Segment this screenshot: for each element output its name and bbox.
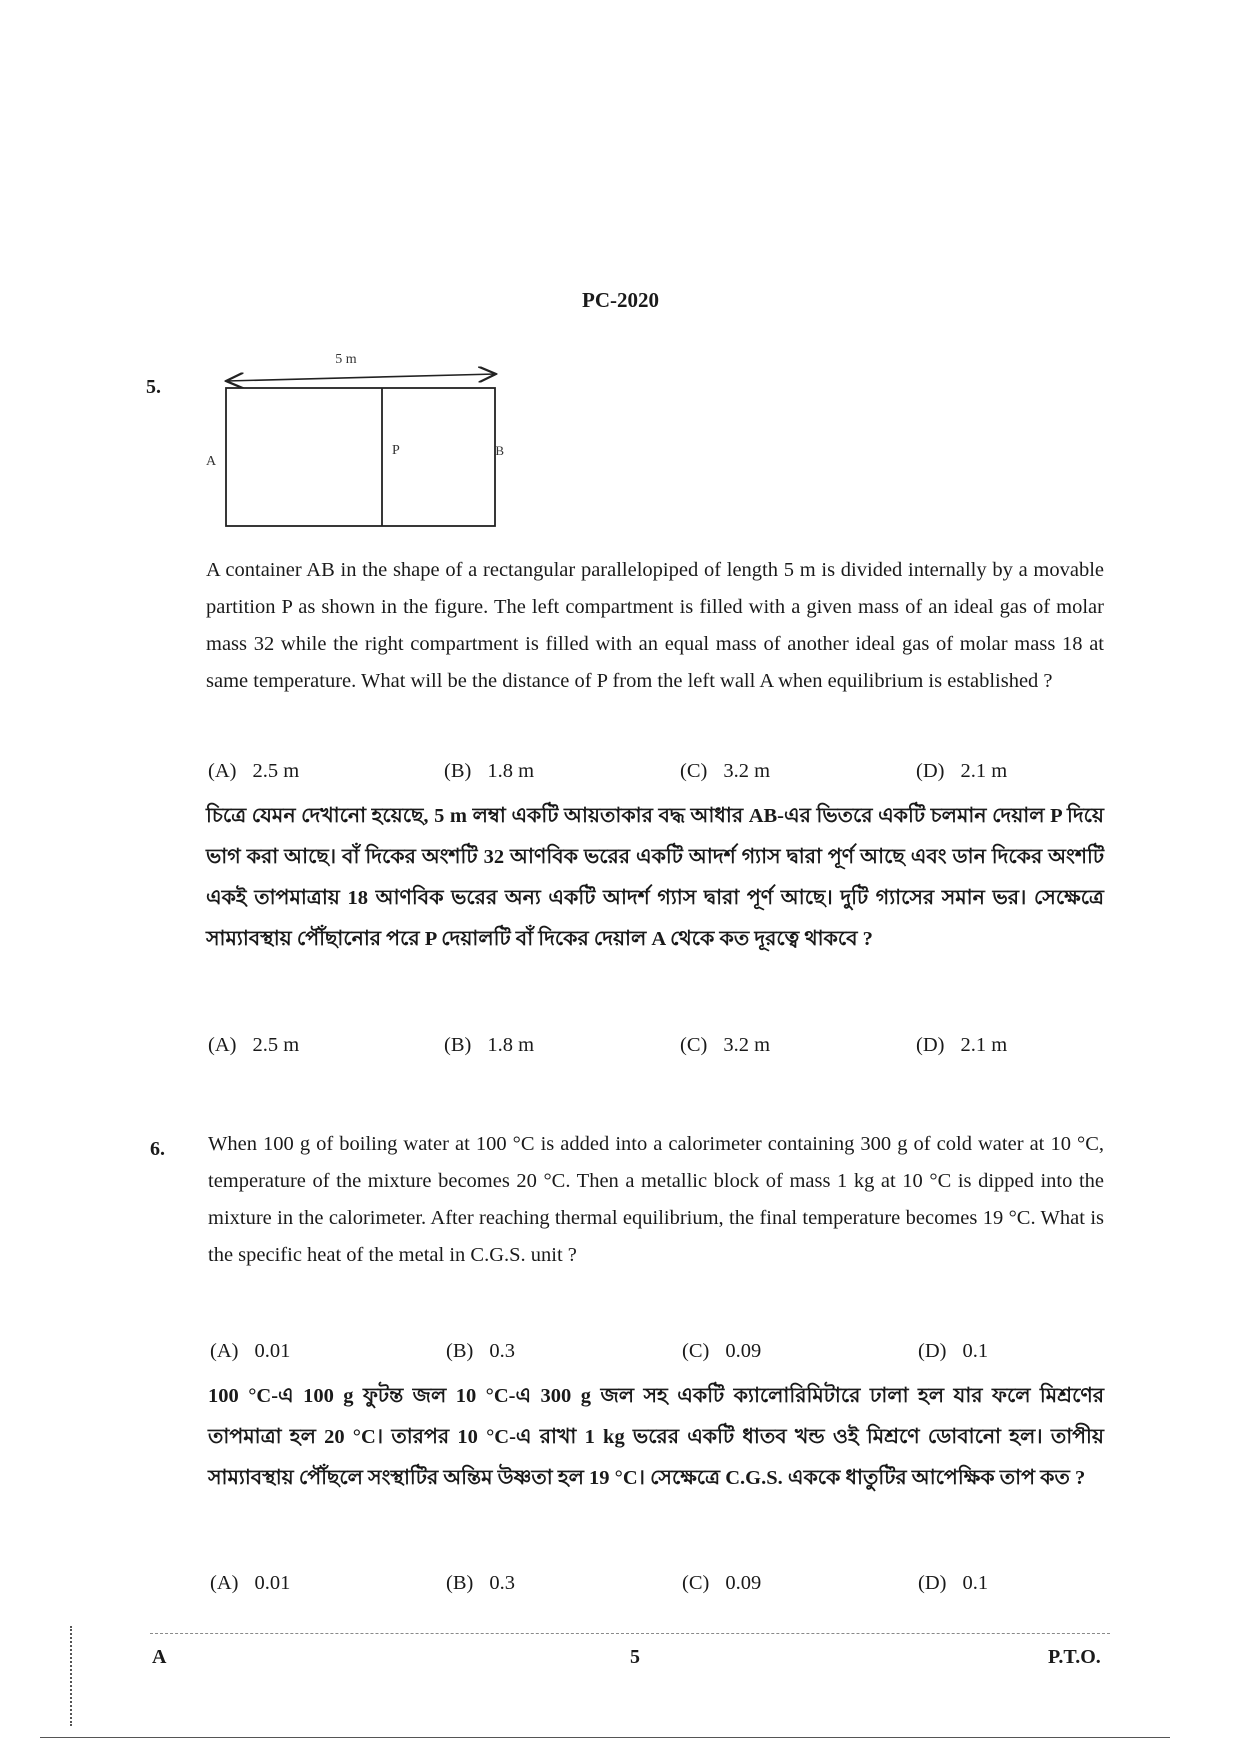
options-english [208,760,1152,783]
option-c: (C) 0.09 [682,1572,762,1594]
option-d: (D) 0.1 [918,1572,989,1594]
option-c: (C) 0.09 [682,1340,762,1362]
options-bengali [208,1034,1152,1057]
options-bengali [210,1572,1154,1595]
footer-divider [150,1633,1110,1634]
question-number: 6. [150,1138,165,1160]
option-c: (C) 3.2 m [680,760,771,782]
question-number: 5. [146,376,161,398]
bottom-border-line [40,1737,1170,1738]
length-label: 5 m [335,352,357,367]
footer-set-code: A [152,1646,167,1668]
option-a: (A) 2.5 m [208,1034,300,1056]
option-c: (C) 3.2 m [680,1034,771,1056]
option-b: (B) 0.3 [446,1572,515,1594]
question-text-bengali: 100 °C-এ 100 g ফুটন্ত জল 10 °C-এ 300 g জল সহ একটি ক্যালোরিমিটারে ঢালা হল যার ফলে মিশ্রণের তাপমাত্রা হল 20 °C। তারপর 10 °C-এ রাখা 1 kg ভরের একটি ধাতব খন্ড ওই মিশ্রণে ডোবানো হল। তাপীয় সাম্যাবস্থায় পৌঁছলে সংস্থাটির অন্তিম উষ্ণতা হল 19 °C। সেক্ষেত্রে C.G.S. এককে ধাতুটির আপেক্ষিক তাপ কত ? [208,1385,1104,1489]
container-figure [196,345,506,535]
wall-label-a: A [206,454,217,469]
question-text-bengali: চিত্রে যেমন দেখানো হয়েছে, 5 m লম্বা একটি আয়তাকার বদ্ধ আধার AB-এর ভিতরে একটি চলমান দেয়াল P দিয়ে ভাগ করা আছে। বাঁ দিকের অংশটি 32 আণবিক ভরের একটি আদর্শ গ্যাস দ্বারা পূর্ণ আছে এবং ডান দিকের অংশটি একই তাপমাত্রায় 18 আণবিক ভরের অন্য একটি আদর্শ গ্যাস দ্বারা পূর্ণ আছে। দুটি গ্যাসের সমান ভর। সেক্ষেত্রে সাম্যাবস্থায় পৌঁছানোর পরে P দেয়ালটি বাঁ দিকের দেয়াল A থেকে কত দূরত্বে থাকবে ? [206,805,1104,950]
container-rect [226,388,495,526]
question-text-english: When 100 g of boiling water at 100 °C is added into a calorimeter containing 300 g of cold water at 10 °C, temperature of the mixture becomes 20 °C. Then a metallic block of mass 1 kg at 10 °C is dipped into the mixture in the calorimeter. After reaching thermal equilibrium, the final temperature becomes 19 °C. What is the specific heat of the metal in C.G.S. unit ? [208,1133,1104,1266]
option-b: (B) 0.3 [446,1340,515,1362]
option-b: (B) 1.8 m [444,1034,535,1056]
page-number: 5 [630,1646,640,1668]
wall-label-b: B [495,443,504,458]
page-header-title: PC-2020 [582,288,659,312]
option-d: (D) 2.1 m [916,760,1008,782]
length-arrow [226,374,496,381]
option-d: (D) 0.1 [918,1340,989,1362]
partition-label-p: P [392,443,400,458]
option-a: (A) 2.5 m [208,760,300,782]
question-text-english: A container AB in the shape of a rectangular parallelopiped of length 5 m is divided internally by a movable partition P as shown in the figure. The left compartment is filled with a given mass of an ideal gas of molar mass 32 while the right compartment is filled with an equal mass of another ideal gas of molar mass 18 at same temperature. What will be the distance of P from the left wall A when equilibrium is established ? [206,559,1104,692]
footer-pto: P.T.O. [1048,1646,1101,1668]
option-a: (A) 0.01 [210,1572,291,1594]
scan-edge-mark [70,1626,72,1726]
option-a: (A) 0.01 [210,1340,291,1362]
options-english [210,1340,1154,1363]
option-b: (B) 1.8 m [444,760,535,782]
option-d: (D) 2.1 m [916,1034,1008,1056]
